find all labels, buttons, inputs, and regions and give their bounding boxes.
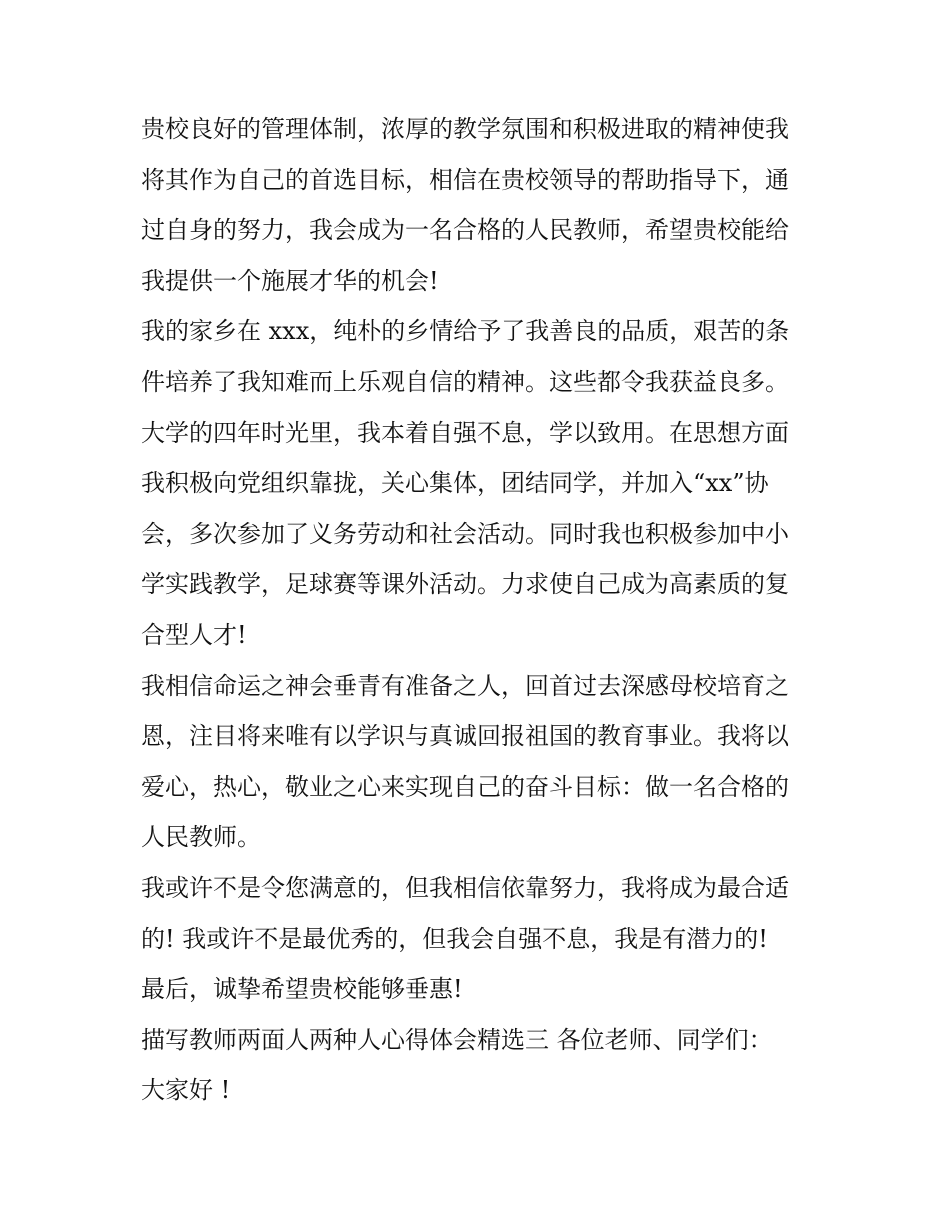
- text-line: 件培养了我知难而上乐观自信的精神。这些都令我获益良多。: [141, 367, 789, 396]
- text-line: 最后，诚挚希望贵校能够垂惠!: [141, 975, 463, 1004]
- text-line: 大家好 !: [141, 1076, 231, 1105]
- text-line: 我提供一个施展才华的机会!: [141, 266, 439, 295]
- text-line: 爱心，热心，敬业之心来实现自己的奋斗目标：做一名合格的: [141, 772, 789, 801]
- text-line: 的! 我或许不是最优秀的，但我会自强不息，我是有潜力的!: [141, 924, 768, 953]
- text-line: 我相信命运之神会垂青有准备之人，回首过去深感母校培育之: [141, 671, 789, 700]
- text-line: 我的家乡在 xxx，纯朴的乡情给予了我善良的品质，艰苦的条: [141, 317, 790, 346]
- text-line: 会，多次参加了义务劳动和社会活动。同时我也积极参加中小: [141, 519, 789, 548]
- text-line: 过自身的努力，我会成为一名合格的人民教师，希望贵校能给: [141, 216, 789, 245]
- text-line: 大学的四年时光里，我本着自强不息，学以致用。在思想方面: [141, 418, 789, 447]
- text-line: 合型人才!: [141, 620, 247, 649]
- text-line: 我积极向党组织靠拢，关心集体，团结同学，并加入“xx”协: [141, 469, 769, 498]
- text-line: 人民教师。: [141, 823, 261, 852]
- text-line: 恩，注目将来唯有以学识与真诚回报祖国的教育事业。我将以: [141, 722, 789, 751]
- text-line: 描写教师两面人两种人心得体会精选三 各位老师、同学们：: [141, 1025, 773, 1054]
- text-line: 我或许不是令您满意的，但我相信依靠努力，我将成为最合适: [141, 873, 789, 902]
- text-line: 将其作为自己的首选目标，相信在贵校领导的帮助指导下，通: [141, 165, 789, 194]
- text-line: 贵校良好的管理体制，浓厚的教学氛围和积极进取的精神使我: [141, 115, 789, 143]
- text-line: 学实践教学，足球赛等课外活动。力求使自己成为高素质的复: [141, 570, 789, 599]
- document-body: [141, 104, 821, 1116]
